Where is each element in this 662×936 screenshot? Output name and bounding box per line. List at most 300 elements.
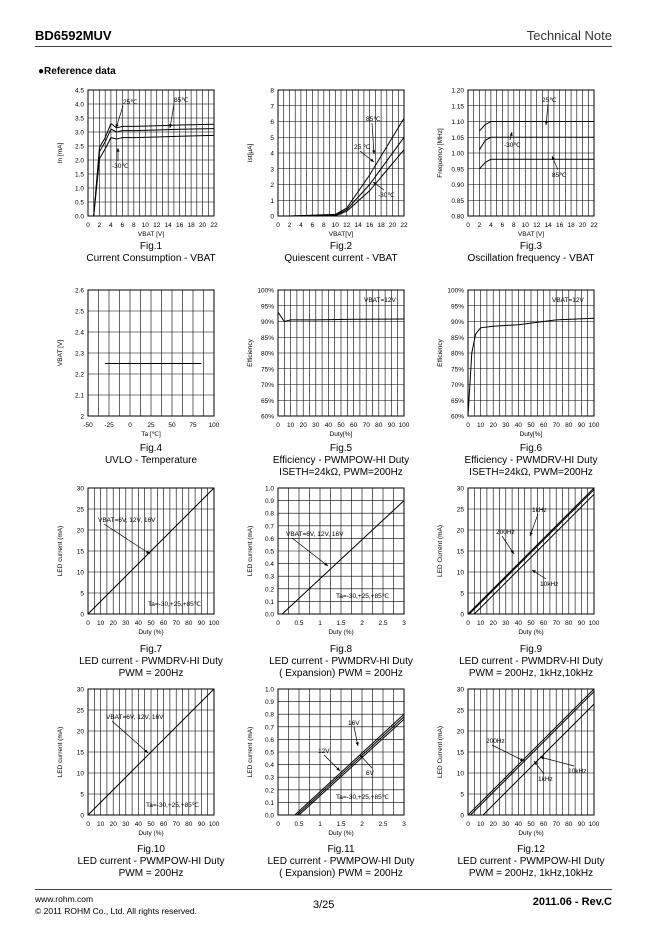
footer-left <box>35 893 197 917</box>
fig2-ytick: 5 <box>270 134 274 142</box>
fig7-ytick: 0 <box>80 611 84 619</box>
fig7-caption-fig: Fig.7 <box>139 644 163 655</box>
fig1-ytick: 1.0 <box>74 185 84 193</box>
fig9-annotation: 200Hz <box>496 529 515 536</box>
fig12-xtick: 80 <box>565 821 573 828</box>
fig3-caption-line: Oscillation frequency - VBAT <box>467 253 595 264</box>
fig11-annotation: 16V <box>348 720 360 727</box>
fig2-ytick: 2 <box>270 182 274 189</box>
fig7-caption-line: PWM = 200Hz <box>118 668 184 679</box>
fig4-ytick: 2.5 <box>74 308 84 316</box>
fig3-annotation: -30℃ <box>504 142 521 149</box>
fig6-xtick: 20 <box>489 422 497 429</box>
fig12-xtick: 100 <box>588 821 600 828</box>
fig12-xtick: 70 <box>552 821 560 828</box>
fig6-ytick: 80% <box>450 350 464 358</box>
fig2-xtick: 18 <box>377 222 385 229</box>
fig11-caption-fig: Fig.11 <box>327 844 355 855</box>
fig10-xtick: 10 <box>96 821 105 828</box>
fig7-ytick: 15 <box>76 548 84 556</box>
fig1-ytick: 1.5 <box>74 171 84 179</box>
fig6-caption-fig: Fig.6 <box>519 443 543 454</box>
fig3-ytick: 1.10 <box>451 119 464 126</box>
fig1-xtick: 4 <box>109 222 113 229</box>
fig3-xtick: 14 <box>544 222 552 229</box>
fig4-xtick: 100 <box>208 422 220 429</box>
fig12-ytick: 25 <box>456 707 464 715</box>
fig4-xtick: -25 <box>104 422 114 429</box>
fig12-ytick: 10 <box>456 770 464 778</box>
fig4-xtick: 75 <box>189 422 197 429</box>
fig3-xtick: 8 <box>512 222 516 229</box>
fig3-caption <box>431 241 631 265</box>
fig9-xtick: 100 <box>588 620 600 627</box>
fig3-xtick: 0 <box>466 222 470 229</box>
fig1-ylabel: In [mA] <box>57 142 64 164</box>
fig10-annotation-arrow <box>112 721 148 753</box>
fig5-xtick: 20 <box>299 422 307 429</box>
fig10-ytick: 10 <box>76 770 84 778</box>
fig11-xtick: 1 <box>318 821 322 828</box>
fig9-caption-line: LED current - PWMDRV-HI Duty <box>459 656 603 667</box>
fig9-xtick: 50 <box>527 620 535 627</box>
fig10-annotation: Ta=-30,+25,+85℃ <box>146 802 200 809</box>
fig5-ytick: 85% <box>260 334 274 342</box>
fig12-caption-line: PWM = 200Hz, 1kHz,10kHz <box>468 868 594 879</box>
fig4-xlabel: Ta [℃] <box>141 431 161 438</box>
fig6-xtick: 0 <box>466 422 470 429</box>
fig10-caption-fig: Fig.10 <box>137 844 165 855</box>
fig10-xtick: 60 <box>159 821 168 828</box>
fig5-ytick: 80% <box>260 350 274 358</box>
revision: 2011.06 - Rev.C <box>532 896 612 908</box>
fig6-xtick: 80 <box>565 422 573 429</box>
fig9-xlabel: Duty (%) <box>518 629 544 636</box>
fig5-caption-line: Efficiency - PWMPOW-HI Duty <box>272 455 410 466</box>
fig12-caption <box>431 844 631 880</box>
fig10-caption-line: LED current - PWMPOW-HI Duty <box>77 856 225 867</box>
fig9-xtick: 80 <box>565 620 573 627</box>
fig2-xtick: 0 <box>276 222 280 229</box>
fig12-chart <box>437 686 600 837</box>
fig8-ytick: 0.1 <box>264 598 274 606</box>
fig4-ytick: 2.3 <box>74 350 84 358</box>
fig10-xtick: 50 <box>147 821 155 828</box>
document-type: Technical Note <box>526 28 612 43</box>
fig10-ytick: 20 <box>76 728 84 736</box>
fig10-annotation: VBAT=6V, 12V, 16V <box>106 714 164 721</box>
fig9-arrowhead <box>532 570 536 573</box>
fig6-ytick: 90% <box>450 319 464 326</box>
fig10-xtick: 100 <box>208 821 220 828</box>
fig3-xtick: 12 <box>533 222 541 229</box>
fig11-ytick: 0.1 <box>264 799 274 807</box>
fig4-caption-fig: Fig.4 <box>139 443 163 454</box>
fig10-ytick: 25 <box>76 707 84 715</box>
fig10-ytick: 5 <box>80 791 84 799</box>
fig12-ytick: 5 <box>460 791 464 799</box>
fig1-caption <box>51 241 251 265</box>
fig6-annotation: VBAT=12V <box>552 297 584 304</box>
fig11-ytick: 0.0 <box>264 812 274 820</box>
fig11-ytick: 0.9 <box>264 699 274 707</box>
fig9-ytick: 5 <box>460 590 464 598</box>
fig1-caption-line: Current Consumption - VBAT <box>86 253 216 264</box>
fig7-ylabel: LED current (mA) <box>57 525 64 577</box>
fig6-ytick: 65% <box>450 397 464 405</box>
fig2-caption <box>241 241 441 265</box>
fig5-ytick: 60% <box>260 413 274 421</box>
fig1-xtick: 6 <box>120 222 125 229</box>
fig1-xtick: 20 <box>198 222 207 229</box>
fig7-caption-line: LED current - PWMDRV-HI Duty <box>79 656 223 667</box>
fig7-xtick: 10 <box>96 620 105 627</box>
fig1-ytick: 0.0 <box>74 213 84 221</box>
fig1-chart <box>57 87 218 238</box>
fig9-ytick: 15 <box>456 548 464 556</box>
fig2-annotation: 85℃ <box>366 116 381 123</box>
fig7-caption <box>51 644 251 680</box>
fig2-ytick: 1 <box>270 197 274 205</box>
fig4-ytick: 2 <box>80 413 84 421</box>
fig7-ytick: 20 <box>76 527 84 535</box>
fig5-caption-line: ISETH=24kΩ, PWM=200Hz <box>279 467 403 478</box>
fig9-chart <box>437 485 600 636</box>
fig8-xlabel: Duty (%) <box>328 629 354 636</box>
fig8-ytick: 0.0 <box>264 611 274 619</box>
fig4-caption <box>51 443 251 467</box>
fig5-xtick: 80 <box>375 422 383 429</box>
fig11-ytick: 0.7 <box>264 724 274 732</box>
fig2-ytick: 8 <box>270 87 274 95</box>
fig11-annotation: Ta=-30,+25,+85℃ <box>336 794 390 801</box>
fig11-ylabel: LED current (mA) <box>247 726 254 778</box>
fig10-xtick: 40 <box>134 821 143 828</box>
fig11-xlabel: Duty (%) <box>328 830 354 837</box>
fig12-ytick: 15 <box>456 749 464 757</box>
fig5-ytick: 95% <box>260 303 274 311</box>
fig8-xtick: 2.5 <box>378 620 388 627</box>
fig5-xtick: 40 <box>324 422 333 429</box>
fig1-annotation: 85℃ <box>174 97 189 104</box>
fig6-ytick: 95% <box>450 303 464 311</box>
fig8-xtick: 1 <box>318 620 322 627</box>
fig1-xtick: 10 <box>141 222 149 229</box>
fig6-ytick: 85% <box>450 334 464 342</box>
fig3-ytick: 1.20 <box>451 87 464 95</box>
fig11-annotation: 12V <box>318 748 330 755</box>
fig1-xtick: 8 <box>132 222 136 229</box>
fig10-xtick: 80 <box>185 821 193 828</box>
fig10-xtick: 30 <box>122 821 130 828</box>
fig7-xtick: 40 <box>134 620 143 627</box>
fig1-caption-fig: Fig.1 <box>139 241 163 252</box>
fig10-caption-line: PWM = 200Hz <box>118 868 184 879</box>
fig12-ytick: 20 <box>456 728 464 736</box>
fig1-ytick: 3.5 <box>74 115 84 123</box>
fig3-ytick: 0.90 <box>451 182 464 189</box>
fig7-xtick: 100 <box>208 620 220 627</box>
fig1-annotation: -30℃ <box>112 163 129 170</box>
fig9-annotation: 10kHz <box>540 581 559 588</box>
fig12-xtick: 10 <box>476 821 485 828</box>
fig12-annotation-arrow <box>492 745 524 761</box>
fig2-chart <box>247 87 408 238</box>
fig6-ytick: 60% <box>450 413 464 421</box>
page-number: 3/25 <box>313 899 335 911</box>
footer-rule <box>35 889 612 890</box>
fig4-ytick: 2.2 <box>74 371 84 379</box>
fig2-annotation: -30℃ <box>378 192 395 199</box>
fig6-chart <box>437 287 600 438</box>
fig8-xtick: 0.5 <box>294 620 304 627</box>
fig10-xlabel: Duty (%) <box>138 830 164 837</box>
fig11-arrowhead <box>356 742 359 746</box>
fig1-ytick: 3.0 <box>74 129 84 137</box>
fig3-xtick: 18 <box>567 222 575 229</box>
fig8-xtick: 0 <box>276 620 280 627</box>
fig1-ytick: 4.5 <box>74 87 84 95</box>
fig2-xtick: 4 <box>299 222 303 229</box>
fig11-xtick: 2.5 <box>378 821 388 828</box>
fig8-xtick: 2 <box>360 620 364 627</box>
fig5-ytick: 100% <box>257 287 274 295</box>
fig2-xtick: 20 <box>388 222 397 229</box>
fig12-caption-line: LED current - PWMPOW-HI Duty <box>457 856 605 867</box>
fig3-annotation: 85℃ <box>552 172 567 179</box>
fig10-xtick: 20 <box>109 821 117 828</box>
fig3-ylabel: Frequency [MHz] <box>437 128 444 178</box>
fig5-xtick: 70 <box>362 422 370 429</box>
fig9-ytick: 20 <box>456 527 464 535</box>
fig9-xtick: 20 <box>489 620 497 627</box>
fig5-annotation: VBAT=12V <box>364 297 396 304</box>
fig2-xtick: 12 <box>343 222 351 229</box>
fig4-xtick: 50 <box>168 422 176 429</box>
fig8-chart <box>247 485 406 636</box>
fig4-grid <box>88 290 214 416</box>
fig3-xtick: 6 <box>500 222 505 229</box>
fig2-ytick: 4 <box>270 150 274 158</box>
fig4-ylabel: VBAT [V] <box>57 339 64 367</box>
fig2-xtick: 2 <box>287 222 292 229</box>
fig2-ytick: 6 <box>270 119 274 126</box>
fig12-xtick: 60 <box>539 821 548 828</box>
fig6-ytick: 100% <box>447 287 464 295</box>
fig7-xtick: 60 <box>159 620 168 627</box>
fig2-caption-fig: Fig.2 <box>329 241 353 252</box>
fig3-xtick: 20 <box>578 222 587 229</box>
section-title-text: Reference data <box>44 66 116 77</box>
fig11-caption <box>241 844 441 880</box>
fig6-ytick: 75% <box>450 366 464 374</box>
fig8-ytick: 0.5 <box>264 548 274 556</box>
fig5-grid <box>278 290 404 416</box>
fig3-xtick: 22 <box>590 222 598 229</box>
fig7-xtick: 50 <box>147 620 155 627</box>
fig7-xlabel: Duty (%) <box>138 629 164 636</box>
fig4-xtick: 25 <box>147 422 155 429</box>
fig5-xtick: 90 <box>387 422 396 429</box>
fig10-ylabel: LED current (mA) <box>57 726 64 778</box>
fig5-ytick: 90% <box>260 319 274 326</box>
fig1-grid <box>88 90 214 216</box>
footer-copyright: © 2011 ROHM Co., Ltd. All rights reserved. <box>35 906 198 916</box>
fig6-xtick: 40 <box>514 422 523 429</box>
fig3-xlabel: VBAT [V] <box>517 231 545 238</box>
fig8-ytick: 0.7 <box>264 523 274 531</box>
fig8-caption-line: ( Expansion) PWM = 200Hz <box>279 668 403 679</box>
fig5-caption-fig: Fig.5 <box>329 443 353 454</box>
fig1-series-2 <box>94 135 214 216</box>
fig8-annotation: Ta=-30,+25,+85℃ <box>336 593 390 600</box>
fig3-ytick: 0.80 <box>451 213 464 221</box>
fig12-annotation: 1kHz <box>538 776 553 783</box>
fig2-xtick: 14 <box>354 222 362 229</box>
fig12-caption-fig: Fig.12 <box>517 844 545 855</box>
fig3-caption-fig: Fig.3 <box>519 241 543 252</box>
fig9-ylabel: LED Current (mA) <box>437 524 444 578</box>
fig7-xtick: 20 <box>109 620 117 627</box>
fig2-xlabel: VBAT[V] <box>328 231 354 238</box>
fig12-xtick: 30 <box>502 821 510 828</box>
fig11-ytick: 0.5 <box>264 749 274 757</box>
fig2-xtick: 22 <box>400 222 408 229</box>
fig8-ytick: 1.0 <box>264 485 274 493</box>
fig6-ylabel: Efficiency <box>437 339 444 367</box>
fig3-grid <box>468 90 594 216</box>
fig2-caption-line: Quiescent current - VBAT <box>284 253 398 264</box>
fig1-xtick: 18 <box>187 222 195 229</box>
fig9-xtick: 30 <box>502 620 510 627</box>
fig8-ytick: 0.3 <box>264 573 274 581</box>
fig4-ytick: 2.1 <box>74 392 84 400</box>
fig2-ytick: 3 <box>270 166 274 174</box>
fig12-xtick: 50 <box>527 821 535 828</box>
fig4-ytick: 2.4 <box>74 329 84 337</box>
fig3-chart <box>437 87 598 238</box>
fig7-annotation: VBAT=6V, 12V, 16V <box>98 517 156 524</box>
fig3-xtick: 2 <box>477 222 482 229</box>
fig1-annotation: 25℃ <box>123 99 138 106</box>
fig1-ytick: 0.5 <box>74 199 84 207</box>
fig9-xtick: 60 <box>539 620 548 627</box>
fig5-xtick: 50 <box>337 422 345 429</box>
fig5-ytick: 75% <box>260 366 274 374</box>
fig9-ytick: 0 <box>460 611 464 619</box>
fig7-chart <box>57 485 220 636</box>
fig4-xtick: -50 <box>83 422 93 429</box>
fig6-xtick: 100 <box>588 422 600 429</box>
fig1-ytick: 4.0 <box>74 101 84 109</box>
fig5-xlabel: Duty[%] <box>329 431 353 438</box>
fig12-annotation: 10kHz <box>568 768 587 775</box>
fig1-ytick: 2.0 <box>74 157 84 165</box>
fig12-xtick: 90 <box>577 821 586 828</box>
fig1-xtick: 2 <box>97 222 102 229</box>
fig1-series-1 <box>94 129 214 216</box>
fig1-xtick: 22 <box>210 222 218 229</box>
fig10-xtick: 70 <box>172 821 180 828</box>
fig11-ytick: 0.2 <box>264 787 274 795</box>
fig12-xtick: 40 <box>514 821 523 828</box>
fig6-xtick: 90 <box>577 422 586 429</box>
fig3-xtick: 10 <box>521 222 529 229</box>
fig11-ytick: 0.8 <box>264 711 274 719</box>
fig7-xtick: 0 <box>86 620 90 627</box>
footer-url[interactable]: www.rohm.com <box>35 894 94 904</box>
fig1-xlabel: VBAT [V] <box>137 231 165 238</box>
fig8-xtick: 1.5 <box>336 620 346 627</box>
fig10-ytick: 15 <box>76 749 84 757</box>
fig11-ytick: 0.3 <box>264 774 274 782</box>
fig8-annotation: VBAT=6V, 12V, 16V <box>286 531 344 538</box>
fig9-xtick: 10 <box>476 620 485 627</box>
fig6-caption-line: ISETH=24kΩ, PWM=200Hz <box>469 467 593 478</box>
fig6-grid <box>468 290 594 416</box>
fig11-annotation: 6V <box>366 770 374 777</box>
fig4-chart <box>57 287 220 438</box>
fig3-ytick: 0.85 <box>451 197 464 205</box>
fig1-xtick: 16 <box>176 222 184 229</box>
fig7-annotation: Ta=-30,+25,+85℃ <box>148 601 202 608</box>
fig9-ytick: 10 <box>456 569 464 577</box>
fig1-ytick: 2.5 <box>74 143 84 151</box>
fig6-xtick: 70 <box>552 422 560 429</box>
fig7-ytick: 10 <box>76 569 84 577</box>
fig8-ytick: 0.9 <box>264 498 274 506</box>
fig11-xtick: 0.5 <box>294 821 304 828</box>
fig11-xtick: 0 <box>276 821 280 828</box>
fig11-caption-line: LED current - PWMPOW-HI Duty <box>267 856 415 867</box>
fig12-ylabel: LED Current (mA) <box>437 725 444 779</box>
section-title <box>38 66 116 77</box>
fig9-xtick: 40 <box>514 620 523 627</box>
fig3-ytick: 1.00 <box>451 150 464 158</box>
fig8-ytick: 0.6 <box>264 535 274 543</box>
fig11-ytick: 1.0 <box>264 686 274 694</box>
fig3-xtick: 4 <box>489 222 493 229</box>
fig10-ytick: 30 <box>76 686 84 694</box>
fig4-caption-line: UVLO - Temperature <box>104 455 198 466</box>
fig11-chart <box>247 686 406 837</box>
fig11-xtick: 1.5 <box>336 821 346 828</box>
fig2-annotation-arrow <box>372 123 374 154</box>
fig8-annotation-arrow <box>292 538 328 566</box>
fig7-xtick: 30 <box>122 620 130 627</box>
fig12-xtick: 0 <box>466 821 470 828</box>
fig8-ytick: 0.8 <box>264 510 274 518</box>
fig2-ylabel: Ist[μA] <box>247 143 254 163</box>
fig9-annotation: 1kHz <box>532 507 547 514</box>
fig8-ytick: 0.2 <box>264 586 274 594</box>
fig6-xtick: 10 <box>476 422 485 429</box>
fig9-caption <box>431 644 631 680</box>
fig10-xtick: 0 <box>86 821 90 828</box>
fig3-xtick: 16 <box>556 222 564 229</box>
fig7-xtick: 80 <box>185 620 193 627</box>
fig2-ytick: 7 <box>270 103 274 111</box>
fig5-xtick: 0 <box>276 422 280 429</box>
fig10-chart <box>57 686 220 837</box>
fig8-caption-fig: Fig.8 <box>329 644 353 655</box>
fig3-annotation: 25℃ <box>542 97 557 104</box>
header-rule <box>35 46 612 47</box>
fig12-ytick: 0 <box>460 812 464 820</box>
fig11-xtick: 2 <box>360 821 364 828</box>
fig2-xtick: 8 <box>322 222 326 229</box>
fig10-xtick: 90 <box>197 821 206 828</box>
